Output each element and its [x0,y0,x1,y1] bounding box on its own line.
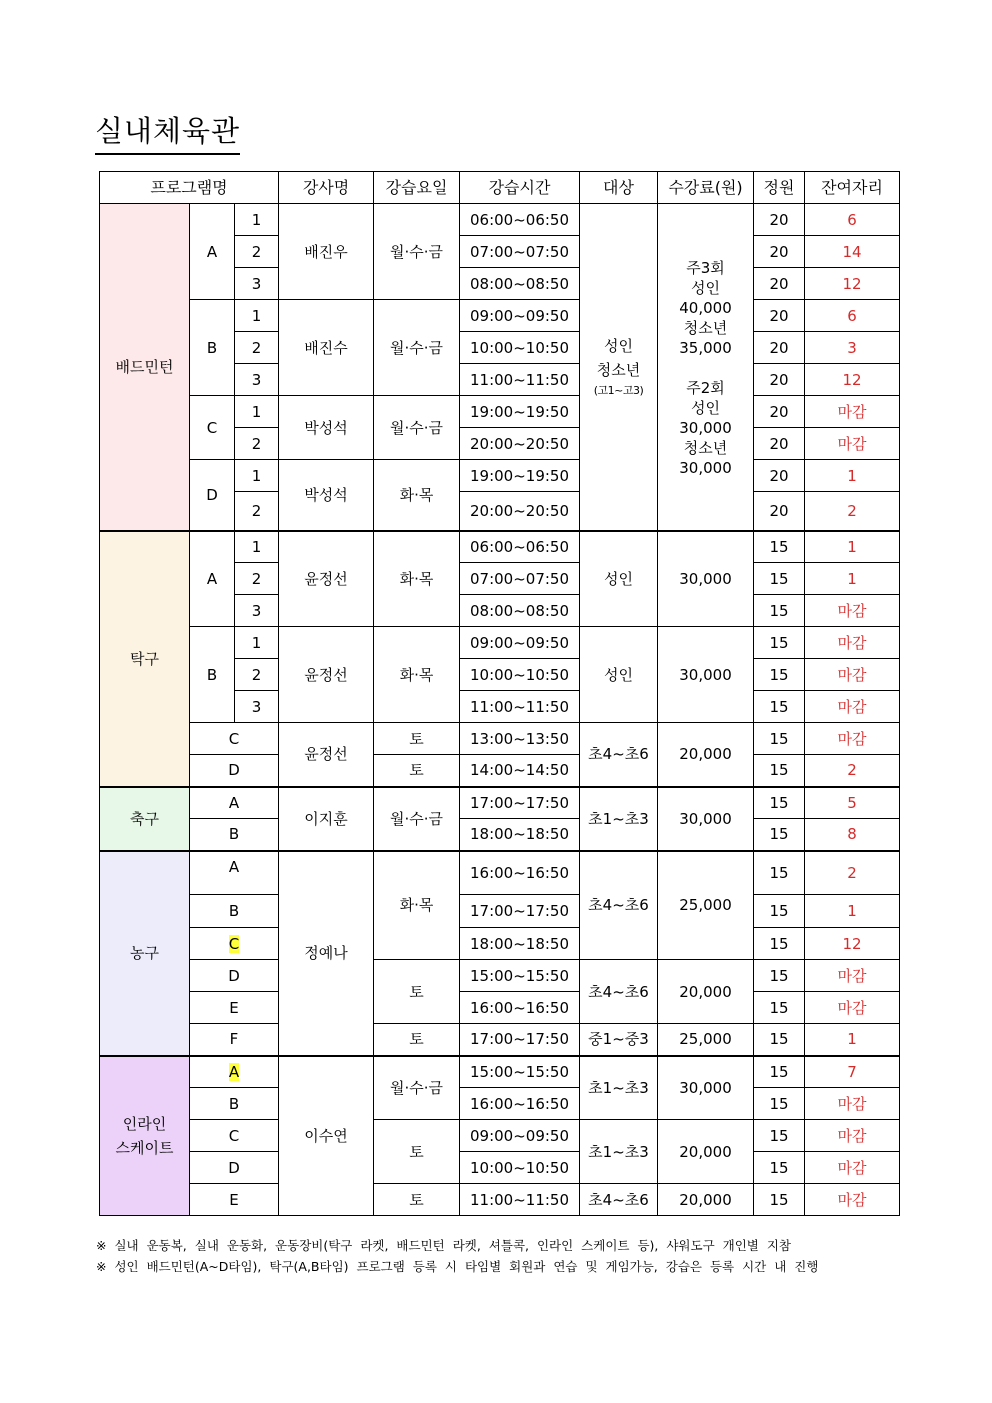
capacity: 15 [754,563,805,595]
remaining-seats: 6 [805,300,900,332]
fee: 30,000 [658,1056,754,1120]
remaining-seats: 7 [805,1056,900,1088]
target-youth-range: (고1~고3) [593,383,644,397]
remaining-seats: 2 [805,492,900,531]
table-row [100,1184,900,1216]
session-number: 1 [235,460,279,492]
group-label: D [190,460,235,531]
remaining-seats: 2 [805,755,900,787]
fee: 20,000 [658,1184,754,1216]
capacity: 15 [754,1120,805,1152]
instructor-name: 배진수 [279,300,374,396]
remaining-seats: 1 [805,563,900,595]
class-time: 10:00~10:50 [460,332,580,364]
class-time: 10:00~10:50 [460,659,580,691]
table-row [100,723,900,755]
fee: 20,000 [658,723,754,787]
session-number: 2 [235,659,279,691]
session-number: 3 [235,364,279,396]
remaining-seats: 12 [805,268,900,300]
session-number: 1 [235,204,279,236]
group-label: B [190,895,279,928]
session-number: 3 [235,595,279,627]
instructor-name: 박성석 [279,460,374,531]
class-time: 06:00~06:50 [460,204,580,236]
target-youth: 청소년 [596,360,641,379]
capacity: 15 [754,992,805,1024]
instructor-name: 배진우 [279,204,374,300]
table-row [100,819,900,851]
fee-line: 주2회 [686,379,725,397]
capacity: 15 [754,960,805,992]
note-line: ※ 실내 운동복, 실내 운동화, 운동장비(탁구 라켓, 배드민턴 라켓, 셔틀콕, 인라인 스케이트 등), 샤워도구 개인별 지참 [96,1238,791,1253]
fee-line: 35,000 [679,339,732,357]
group-label: B [190,627,235,723]
class-time: 16:00~16:50 [460,851,580,895]
remaining-seats: 14 [805,236,900,268]
fee: 30,000 [658,531,754,627]
capacity: 15 [754,819,805,851]
table-row [100,851,900,895]
header-program: 프로그램명 [100,172,279,204]
category-inline-skate [100,1056,190,1216]
group-label: E [190,992,279,1024]
capacity: 20 [754,492,805,531]
class-time: 19:00~19:50 [460,460,580,492]
class-time: 11:00~11:50 [460,691,580,723]
instructor-name: 윤정선 [279,627,374,723]
class-time: 14:00~14:50 [460,755,580,787]
remaining-seats: 2 [805,851,900,895]
instructor-name: 이지훈 [279,787,374,851]
instructor-name: 윤정선 [279,723,374,787]
fee-line: 40,000 [679,299,732,317]
class-time: 09:00~09:50 [460,1120,580,1152]
category-badminton: 배드민턴 [100,204,190,531]
class-days: 화·목 [374,851,460,960]
table-row [100,300,900,332]
class-days: 월·수·금 [374,787,460,851]
remaining-seats: 마감 [805,595,900,627]
remaining-seats: 1 [805,1024,900,1056]
capacity: 15 [754,595,805,627]
header-time: 강습시간 [460,172,580,204]
class-time: 20:00~20:50 [460,492,580,531]
session-number: 2 [235,236,279,268]
remaining-seats: 6 [805,204,900,236]
fee: 20,000 [658,1120,754,1184]
group-label: F [190,1024,279,1056]
badminton-fee [658,204,754,531]
header-fee: 수강료(원) [658,172,754,204]
capacity: 15 [754,787,805,819]
session-number: 2 [235,428,279,460]
class-days: 토 [374,755,460,787]
session-number: 1 [235,531,279,563]
header-remaining: 잔여자리 [805,172,900,204]
session-number: 1 [235,300,279,332]
class-time: 09:00~09:50 [460,300,580,332]
table-row [100,396,900,428]
capacity: 20 [754,268,805,300]
capacity: 20 [754,204,805,236]
class-time: 07:00~07:50 [460,236,580,268]
table-row [100,755,900,787]
class-days: 토 [374,1024,460,1056]
class-time: 10:00~10:50 [460,1152,580,1184]
category-inline-line2: 스케이트 [115,1138,174,1157]
class-time: 13:00~13:50 [460,723,580,755]
fee-line: 청소년 [683,319,728,337]
class-time: 07:00~07:50 [460,563,580,595]
capacity: 15 [754,895,805,928]
class-time: 17:00~17:50 [460,787,580,819]
remaining-seats: 마감 [805,396,900,428]
capacity: 20 [754,300,805,332]
capacity: 15 [754,627,805,659]
class-days: 토 [374,1184,460,1216]
fee-line: 30,000 [679,459,732,477]
header-target: 대상 [580,172,658,204]
group-label: E [190,1184,279,1216]
category-basketball: 농구 [100,851,190,1056]
group-label: D [190,1152,279,1184]
capacity: 15 [754,1152,805,1184]
table-row [100,1024,900,1056]
category-soccer: 축구 [100,787,190,851]
group-label: C [190,396,235,460]
class-time: 15:00~15:50 [460,960,580,992]
fee: 25,000 [658,1024,754,1056]
class-time: 11:00~11:50 [460,1184,580,1216]
instructor-name: 이수연 [279,1056,374,1216]
session-number: 1 [235,627,279,659]
capacity: 20 [754,236,805,268]
table-row [100,627,900,659]
class-time: 16:00~16:50 [460,992,580,1024]
table-row [100,992,900,1024]
target: 초1~초3 [580,1120,658,1184]
fee-line: 청소년 [683,439,728,457]
remaining-seats: 마감 [805,1152,900,1184]
session-number: 2 [235,563,279,595]
table-row [100,1088,900,1120]
page-title: 실내체육관 [95,112,240,155]
fee: 30,000 [658,627,754,723]
schedule-table [99,171,900,1216]
class-time: 19:00~19:50 [460,396,580,428]
capacity: 15 [754,755,805,787]
class-days: 월·수·금 [374,204,460,300]
table-row [100,928,900,960]
table-row [100,1152,900,1184]
capacity: 15 [754,531,805,563]
capacity: 20 [754,332,805,364]
notes [96,1235,896,1277]
instructor-name: 정예나 [279,851,374,1056]
class-days: 토 [374,960,460,1024]
remaining-seats: 12 [805,928,900,960]
header-days: 강습요일 [374,172,460,204]
capacity: 15 [754,1184,805,1216]
capacity: 15 [754,1056,805,1088]
class-days: 월·수·금 [374,300,460,396]
remaining-seats: 마감 [805,992,900,1024]
table-row [100,1120,900,1152]
target: 초1~초3 [580,787,658,851]
remaining-seats: 5 [805,787,900,819]
capacity: 15 [754,851,805,895]
class-time: 17:00~17:50 [460,1024,580,1056]
target: 성인 [580,627,658,723]
table-row [100,460,900,492]
capacity: 15 [754,691,805,723]
capacity: 20 [754,364,805,396]
instructor-name: 윤정선 [279,531,374,627]
target: 초1~초3 [580,1056,658,1120]
session-number: 2 [235,492,279,531]
class-time: 08:00~08:50 [460,595,580,627]
class-time: 16:00~16:50 [460,1088,580,1120]
group-label: C [190,723,279,755]
remaining-seats: 마감 [805,1184,900,1216]
capacity: 20 [754,460,805,492]
remaining-seats: 3 [805,332,900,364]
group-label: B [190,300,235,396]
remaining-seats: 마감 [805,960,900,992]
remaining-seats: 마감 [805,1120,900,1152]
group-label: A [228,1062,240,1081]
remaining-seats: 1 [805,895,900,928]
remaining-seats: 8 [805,819,900,851]
session-number: 2 [235,332,279,364]
group-label: A [190,531,235,627]
capacity: 20 [754,428,805,460]
session-number: 3 [235,691,279,723]
session-number: 3 [235,268,279,300]
group-label: A [190,787,279,819]
class-days: 월·수·금 [374,396,460,460]
target: 초4~초6 [580,723,658,787]
class-time: 09:00~09:50 [460,627,580,659]
group-label: C [228,934,240,953]
note-line: ※ 성인 배드민턴(A~D타임), 탁구(A,B타임) 프로그램 등록 시 타임별 회원과 연습 및 게임가능, 강습은 등록 시간 내 진행 [96,1259,819,1274]
fee: 20,000 [658,960,754,1024]
fee: 30,000 [658,787,754,851]
target: 초4~초6 [580,960,658,1024]
remaining-seats: 1 [805,531,900,563]
table-row [100,895,900,928]
fee-line: 주3회 [686,259,725,277]
fee: 25,000 [658,851,754,960]
category-tabletennis: 탁구 [100,531,190,787]
target: 중1~중3 [580,1024,658,1056]
target: 초4~초6 [580,851,658,960]
remaining-seats: 마감 [805,659,900,691]
class-time: 18:00~18:50 [460,928,580,960]
instructor-name: 박성석 [279,396,374,460]
class-time: 06:00~06:50 [460,531,580,563]
remaining-seats: 마감 [805,428,900,460]
session-number: 1 [235,396,279,428]
class-time: 15:00~15:50 [460,1056,580,1088]
capacity: 20 [754,396,805,428]
group-label: D [190,960,279,992]
class-days: 화·목 [374,627,460,723]
target-cell [580,204,658,531]
table-row [100,1056,900,1088]
class-days: 화·목 [374,531,460,627]
fee-line: 성인 [691,399,720,417]
fee-line: 30,000 [679,419,732,437]
capacity: 15 [754,723,805,755]
target: 성인 [580,531,658,627]
class-days: 토 [374,1120,460,1184]
table-row [100,960,900,992]
table-row [100,204,900,236]
class-days: 월·수·금 [374,1056,460,1120]
group-label-cell [190,1056,279,1088]
group-label: A [190,204,235,300]
class-days: 토 [374,723,460,755]
class-time: 11:00~11:50 [460,364,580,396]
group-label: B [190,1088,279,1120]
remaining-seats: 마감 [805,1088,900,1120]
class-time: 17:00~17:50 [460,895,580,928]
remaining-seats: 1 [805,460,900,492]
group-label: C [190,1120,279,1152]
remaining-seats: 마감 [805,627,900,659]
group-label-cell [190,928,279,960]
header-instructor: 강사명 [279,172,374,204]
group-label: D [190,755,279,787]
remaining-seats: 12 [805,364,900,396]
table-row [100,787,900,819]
fee-line: 성인 [691,279,720,297]
capacity: 15 [754,1024,805,1056]
class-time: 20:00~20:50 [460,428,580,460]
capacity: 15 [754,1088,805,1120]
header-capacity: 정원 [754,172,805,204]
class-days: 화·목 [374,460,460,531]
class-time: 08:00~08:50 [460,268,580,300]
target-adult: 성인 [604,336,633,355]
remaining-seats: 마감 [805,723,900,755]
table-row [100,531,900,563]
class-time: 18:00~18:50 [460,819,580,851]
group-label: A [190,851,279,895]
category-inline-line1: 인라인 [122,1114,167,1133]
remaining-seats: 마감 [805,691,900,723]
capacity: 15 [754,659,805,691]
target: 초4~초6 [580,1184,658,1216]
capacity: 15 [754,928,805,960]
group-label: B [190,819,279,851]
